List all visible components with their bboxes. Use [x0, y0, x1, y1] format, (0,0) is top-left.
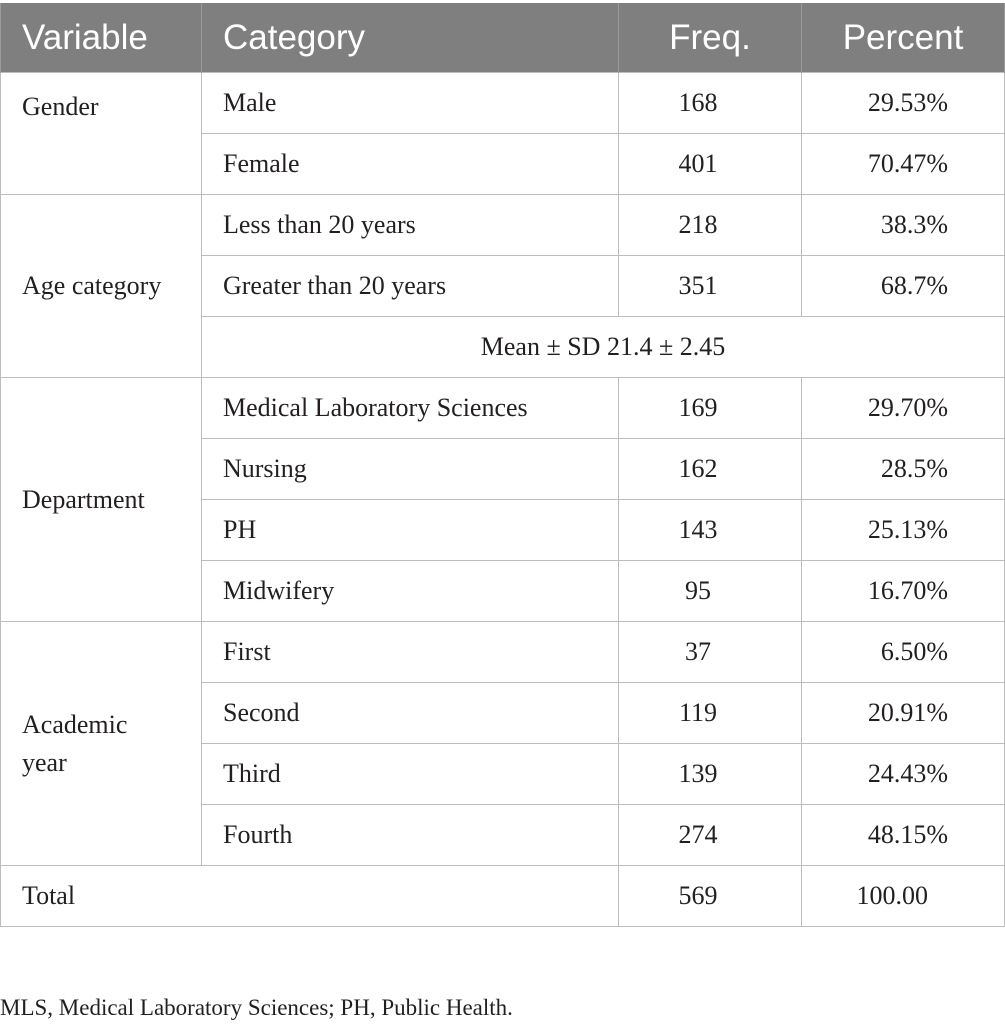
- variable-department: Department: [1, 378, 202, 622]
- percent-cell: 68.7%: [802, 256, 1005, 317]
- freq-cell: 95: [619, 561, 802, 622]
- table-row: [1, 378, 1005, 439]
- total-freq: 569: [619, 866, 802, 927]
- table-row: [1, 73, 1005, 134]
- category-cell: First: [202, 622, 619, 683]
- age-summary-cell: Mean ± SD 21.4 ± 2.45: [202, 317, 1005, 378]
- category-cell: Fourth: [202, 805, 619, 866]
- percent-cell: 29.53%: [802, 73, 1005, 134]
- percent-cell: 70.47%: [802, 134, 1005, 195]
- percent-cell: 25.13%: [802, 500, 1005, 561]
- percent-cell: 29.70%: [802, 378, 1005, 439]
- freq-cell: 274: [619, 805, 802, 866]
- percent-cell: 38.3%: [802, 195, 1005, 256]
- category-cell: Midwifery: [202, 561, 619, 622]
- freq-cell: 162: [619, 439, 802, 500]
- percent-cell: 20.91%: [802, 683, 1005, 744]
- demographics-table: [0, 3, 1005, 927]
- percent-cell: 28.5%: [802, 439, 1005, 500]
- header-freq: Freq.: [619, 3, 802, 73]
- header-row: [1, 3, 1005, 73]
- percent-cell: 16.70%: [802, 561, 1005, 622]
- freq-cell: 168: [619, 73, 802, 134]
- category-cell: Female: [202, 134, 619, 195]
- freq-cell: 139: [619, 744, 802, 805]
- academic-year-label-line1: Academic: [22, 709, 128, 739]
- header-category: Category: [202, 3, 619, 73]
- table-row: [1, 622, 1005, 683]
- table-row: [1, 195, 1005, 256]
- category-cell: Greater than 20 years: [202, 256, 619, 317]
- category-cell: PH: [202, 500, 619, 561]
- percent-cell: 48.15%: [802, 805, 1005, 866]
- total-percent: 100.00: [802, 866, 1005, 927]
- category-cell: Medical Laboratory Sciences: [202, 378, 619, 439]
- variable-age-category: Age category: [1, 195, 202, 378]
- category-cell: Third: [202, 744, 619, 805]
- freq-cell: 119: [619, 683, 802, 744]
- header-percent: Percent: [802, 3, 1005, 73]
- category-cell: Less than 20 years: [202, 195, 619, 256]
- freq-cell: 169: [619, 378, 802, 439]
- variable-academic-year: [1, 622, 202, 866]
- freq-cell: 351: [619, 256, 802, 317]
- freq-cell: 37: [619, 622, 802, 683]
- freq-cell: 143: [619, 500, 802, 561]
- academic-year-label-line2: year: [22, 747, 67, 777]
- total-label: Total: [1, 866, 619, 927]
- header-variable: Variable: [1, 3, 202, 73]
- freq-cell: 401: [619, 134, 802, 195]
- table-footnote: MLS, Medical Laboratory Sciences; PH, Public Health.: [0, 995, 513, 1020]
- percent-cell: 24.43%: [802, 744, 1005, 805]
- variable-gender: Gender: [1, 73, 202, 195]
- total-row: [1, 866, 1005, 927]
- category-cell: Nursing: [202, 439, 619, 500]
- category-cell: Male: [202, 73, 619, 134]
- freq-cell: 218: [619, 195, 802, 256]
- category-cell: Second: [202, 683, 619, 744]
- percent-cell: 6.50%: [802, 622, 1005, 683]
